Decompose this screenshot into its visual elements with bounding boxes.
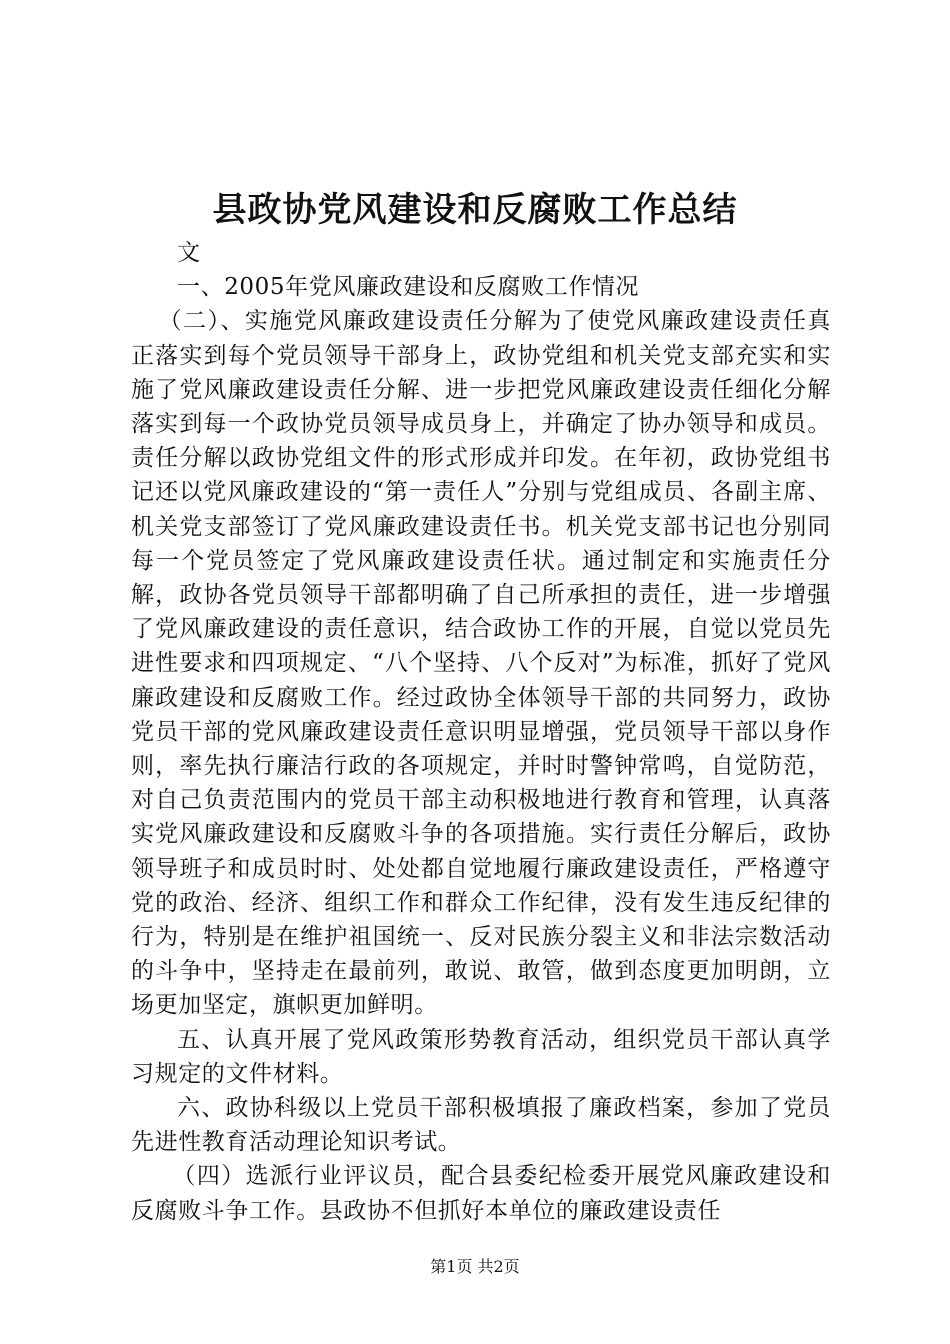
page-footer: 第1页 共2页 [430,1257,520,1276]
document-body [131,236,831,1228]
document-title: 县政协党风建设和反腐败工作总结 [212,190,738,230]
paragraph-responsibility: （二）、实施党风廉政建设责任分解为了使党风廉政建设责任真正落实到每个党员领导干部身上，政协党组和机关党支部充实和实施了党风廉政建设责任分解、进一步把党风廉政建设责任细化分解落实到每一个政协党员领导成员身上，并确定了协办领导和成员。责任分解以政协党组文件的形式形成并印发。在年初，政协党组书记还以党风廉政建设的“第一责任人”分别与党组成员、各副主席、机关党支部签订了党风廉政建设责任书。机关党支部书记也分别同每一个党员签定了党风廉政建设责任状。通过制定和实施责任分解，政协各党员领导干部都明确了自己所承担的责任，进一步增强了党风廉政建设的责任意识，结合政协工作的开展，自觉以党员先进性要求和四项规定、“八个坚持、八个反对”为标准，抓好了党风廉政建设和反腐败工作。经过政协全体领导干部的共同努力，政协党员干部的党风廉政建设责任意识明显增强，党员领导干部以身作则，率先执行廉洁行政的各项规定，并时时警钟常鸣，自觉防范，对自己负责范围内的党员干部主动积极地进行教育和管理，认真落实党风廉政建设和反腐败斗争的各项措施。实行责任分解后，政协领导班子和成员时时、处处都自觉地履行廉政建设责任，严格遵守党的政治、经济、组织工作和群众工作纪律，没有发生违反纪律的行为，特别是在维护祖国统一、反对民族分裂主义和非法宗数活动的斗争中，坚持走在最前列，敢说、敢管，做到态度更加明朗，立场更加坚定，旗帜更加鲜明。 [131,308,831,1019]
author-line: 文 [177,240,201,266]
section-heading: 一、2005年党风廉政建设和反腐败工作情况 [177,274,640,301]
paragraph-education: 五、认真开展了党风政策形势教育活动，组织党员干部认真学习规定的文件材料。 [131,1026,831,1087]
paragraph-archives: 六、政协科级以上党员干部积极填报了廉政档案，参加了党员先进性教育活动理论知识考试。 [131,1095,831,1156]
paragraph-evaluators: （四）选派行业评议员，配合县委纪检委开展党风廉政建设和反腐败斗争工作。县政协不但抓好本单位的廉政建设责任 [131,1163,831,1224]
